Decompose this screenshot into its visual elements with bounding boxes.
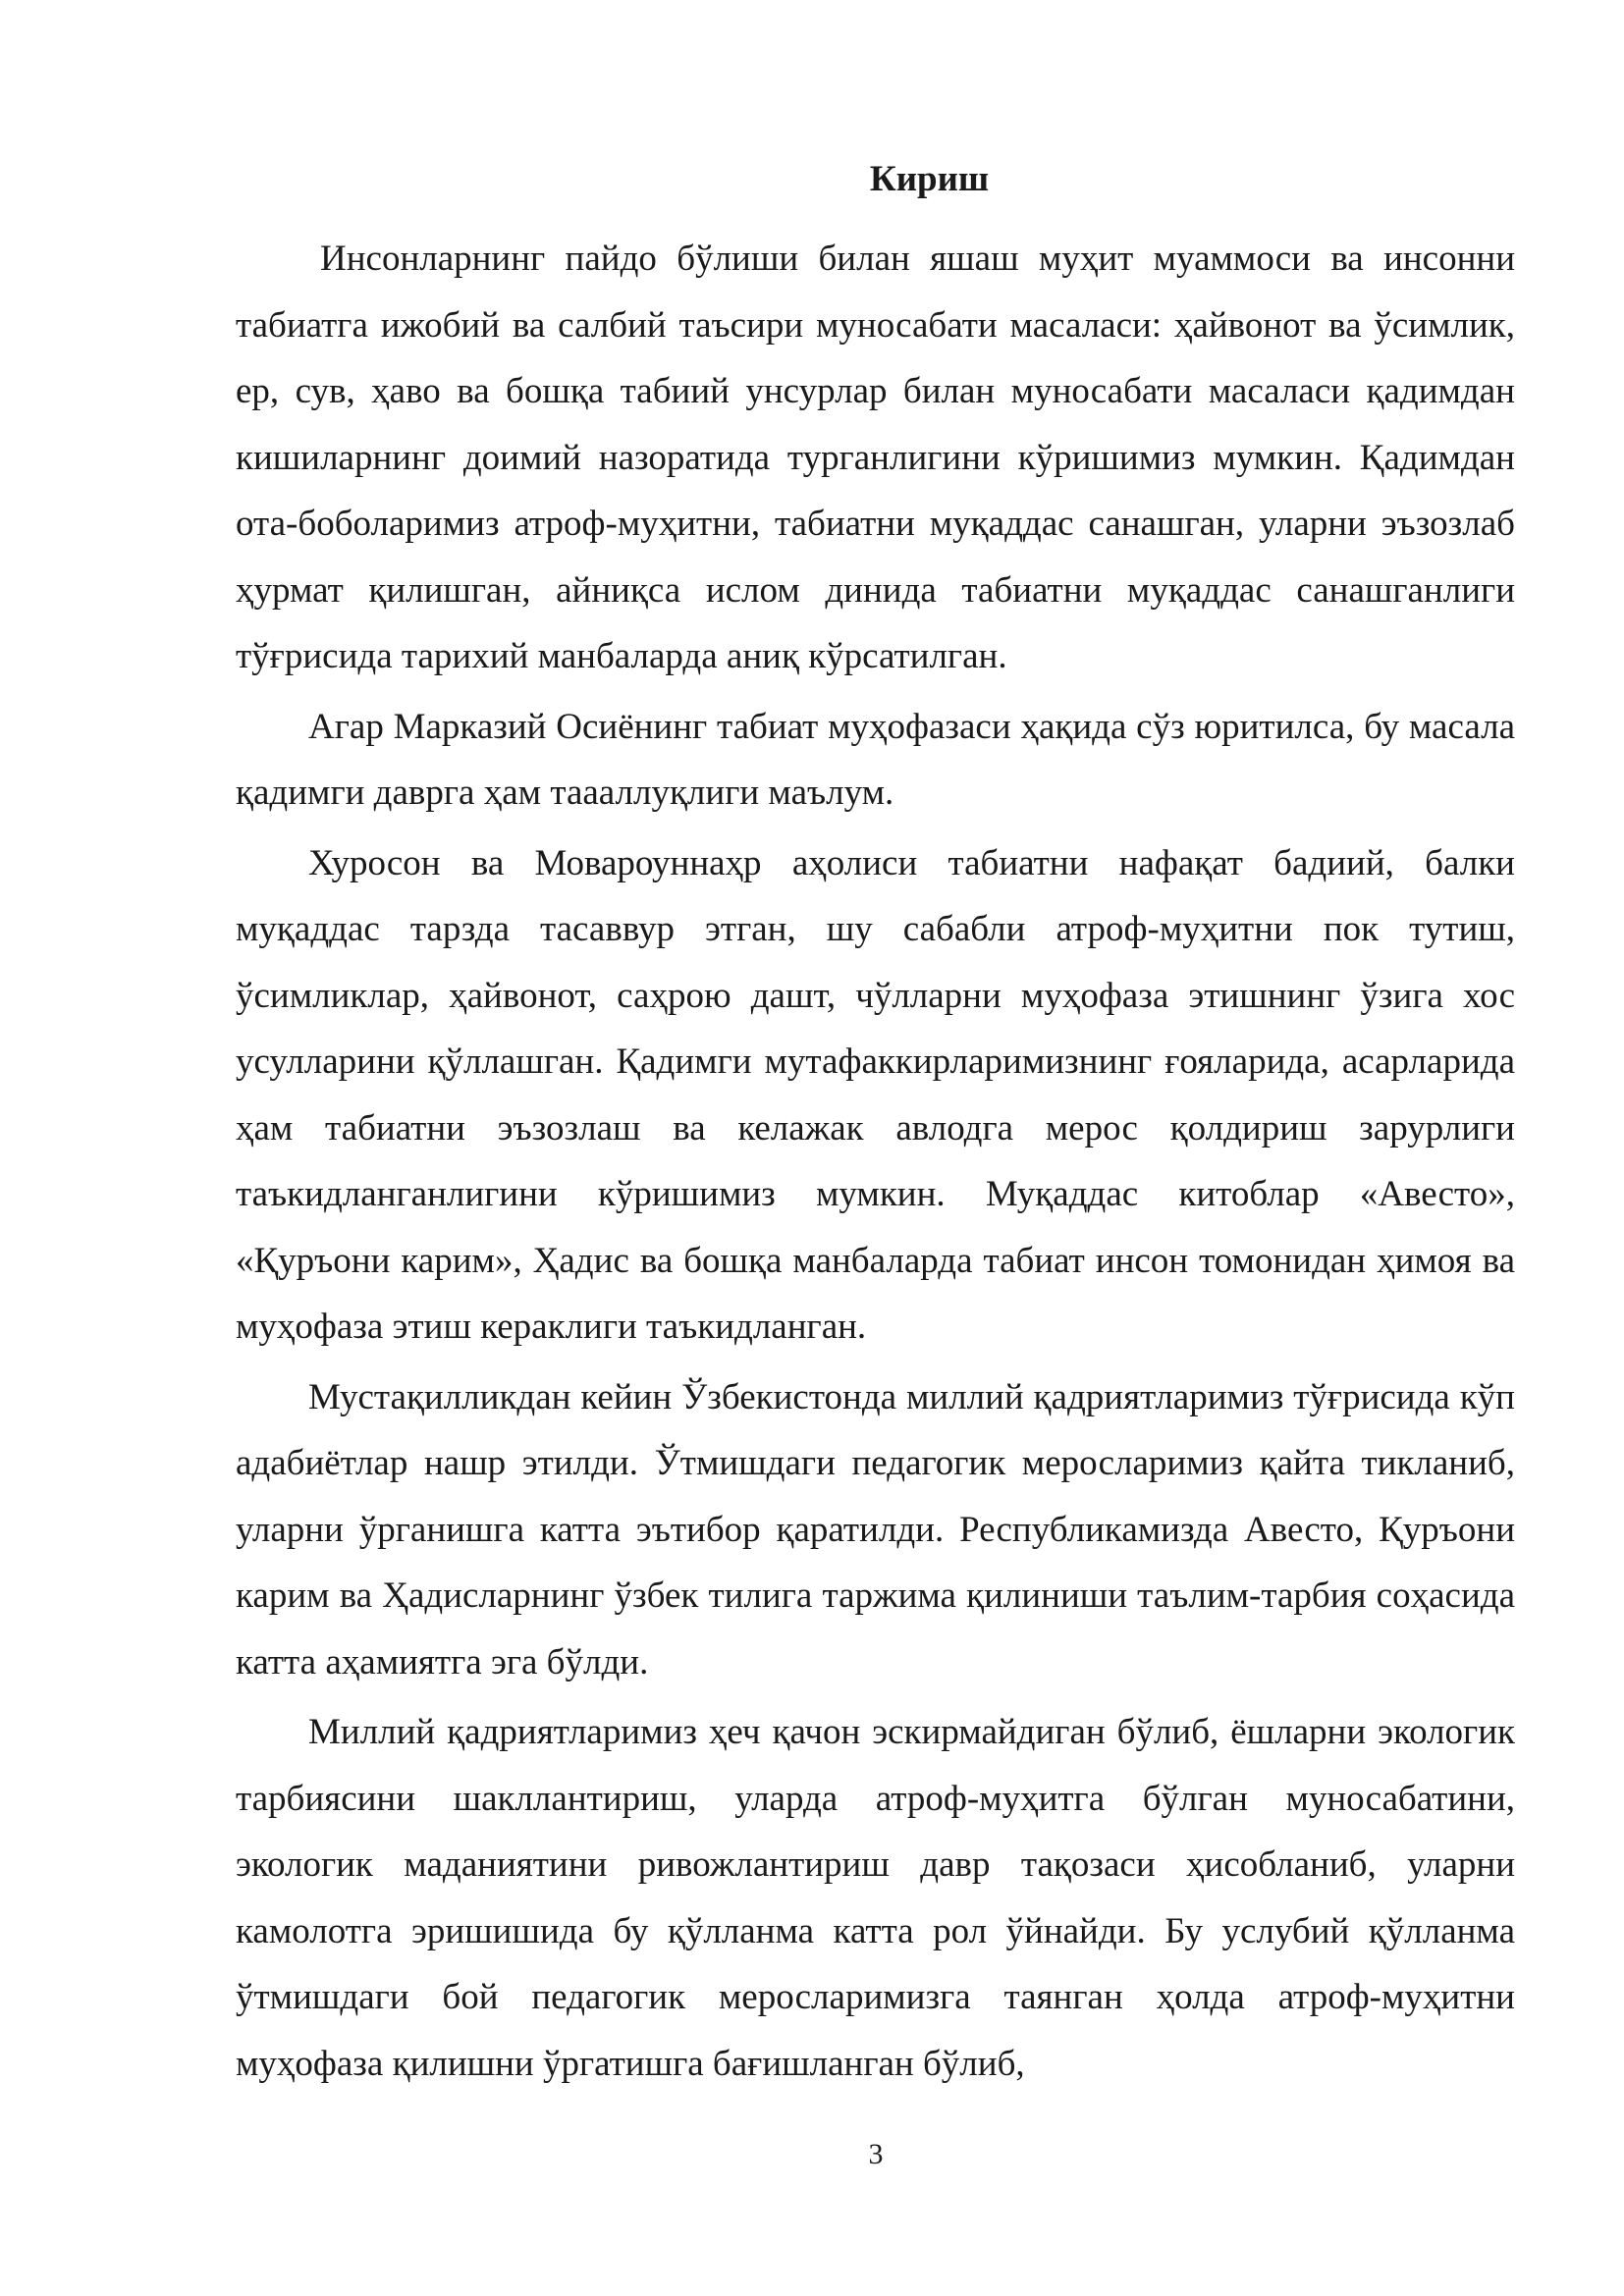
page-title: Кириш	[869, 159, 990, 199]
page-body	[236, 147, 1515, 2101]
page-number: 3	[868, 2138, 884, 2170]
paragraph: Хуросон ва Мовароуннаҳр аҳолиси табиатни нафақат бадиий, балки муқаддас тарзда тасаввур этган, шу сабабли атроф-муҳитни пок тутиш, ўсимликлар, ҳайвонот, саҳрою дашт, чўлларни муҳофаза этишнинг ўзига хос усулларини қўллашган. Қадимги мутафаккирларимизнинг ғояларида, асарларида ҳам табиатни эъзозлаш ва келажак авлодга мерос қолдириш зарурлиги таъкидланганлигини кўришимиз мумкин. Муқаддас китоблар «Авесто», «Қуръони карим», Ҳадис ва бошқа манбаларда табиат инсон томонидан ҳимоя ва муҳофаза этиш кераклиги таъкидланган.	[236, 842, 1515, 1347]
paragraph: Мустақилликдан кейин Ўзбекистонда миллий қадриятларимиз тўғрисида кўп адабиётлар нашр этилди. Ўтмишдаги педагогик меросларимиз қайта тикланиб, уларни ўрганишга катта эътибор қаратилди. Республикамизда Авесто, Қуръони карим ва Ҳадисларнинг ўзбек тилига таржима қилиниши таълим-тарбия соҳасида катта аҳамиятга эга бўлди.	[236, 1376, 1515, 1682]
paragraph: Инсонларнинг пайдо бўлиши билан яшаш муҳит муаммоси ва инсонни табиатга ижобий ва салбий таъсири муносабати масаласи: ҳайвонот ва ўсимлик, ер, сув, ҳаво ва бошқа табиий унсурлар билан муносабати масаласи қадимдан кишиларнинг доимий назоратида турганлигини кўришимиз мумкин. Қадимдан ота-боболаримиз атроф-муҳитни, табиатни муқаддас санашган, уларни эъзозлаб ҳурмат қилишган, айниқса ислом динида табиатни муқаддас санашганлиги тўғрисида тарихий манбаларда аниқ кўрсатилган.	[236, 239, 1515, 676]
paragraph: Миллий қадриятларимиз ҳеч қачон эскирмайдиган бўлиб, ёшларни экологик тарбиясини шакллантириш, уларда атроф-муҳитга бўлган муносабатини, экологик маданиятини ривожлантириш давр тақозаси ҳисобланиб, уларни камолотга эришишида бу қўлланма катта рол ўйнайди. Бу услубий қўлланма ўтмишдаги бой педагогик меросларимизга таянган ҳолда атроф-муҳитни муҳофаза қилишни ўргатишга бағишланган бўлиб,	[236, 1712, 1515, 2084]
paragraph: Агар Марказий Осиёнинг табиат муҳофазаси ҳақида сўз юритилса, бу масала қадимги даврга ҳам таааллуқлиги маълум.	[236, 706, 1515, 813]
